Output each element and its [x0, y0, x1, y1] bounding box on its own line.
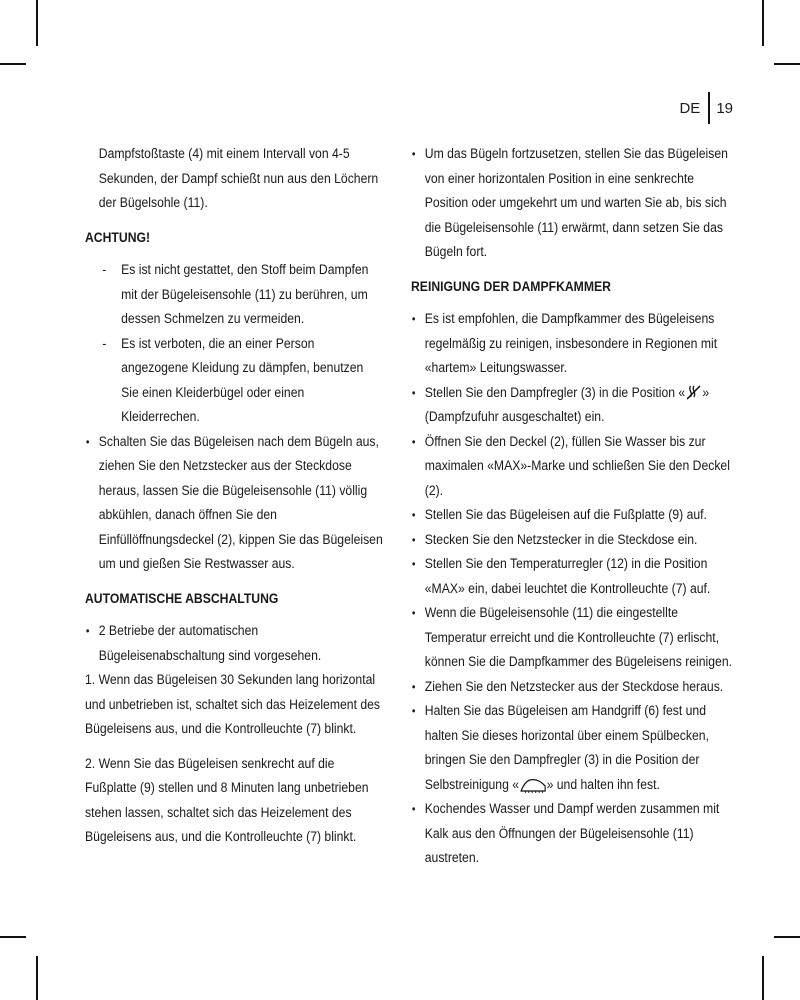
bullet-item: • Kochendes Wasser und Dampf werden zusammen mit Kalk aus den Öffnungen der Bügeleisensohle (11) austreten. [411, 797, 733, 871]
steam-off-icon [685, 383, 702, 403]
warning-heading: ACHTUNG! [85, 229, 151, 246]
auto-shutoff-paragraph-1: 1. Wenn das Bügeleisen 30 Sekunden lang horizontal und unbetrieben ist, schaltet sich das Heizelement des Bügeleisens aus, und die Kontrolleuchte (7) blinkt. [85, 672, 381, 737]
page-number: 19 [716, 99, 733, 117]
bullet-item: • Stellen Sie den Temperaturregler (12) in die Position «MAX» ein, dabei leuchtet die Kontrolleuchte (7) auf. [411, 552, 733, 601]
bullet-item: • Stecken Sie den Netzstecker in die Steckdose ein. [411, 528, 733, 553]
bullet-item-steam-regulator [411, 381, 733, 430]
crop-mark [0, 936, 26, 938]
bullet-item: • 2 Betriebe der automatischen Bügeleisenabschaltung sind vorgesehen. [85, 619, 384, 668]
cleaning-heading: REINIGUNG DER DAMPFKAMMER [411, 278, 611, 295]
bullet-item: • Öffnen Sie den Deckel (2), füllen Sie Wasser bis zur maximalen «MAX»-Marke und schließen Sie den Deckel (2). [411, 430, 733, 504]
self-clean-text: Halten Sie das Bügeleisen am Handgriff (6) fest und halten Sie dieses horizontal über einem Spülbecken, bringen Sie den Dampfregler (3) in die Position der [424, 703, 709, 768]
crop-mark [774, 63, 800, 65]
warning-item: - Es ist verboten, die an einer Person angezogene Kleidung zu dämpfen, benutzen Sie einen Kleiderbügel oder einen Kleiderrechen. [97, 332, 384, 430]
bullet-item: • Stellen Sie das Bügeleisen auf die Fußplatte (9) auf. [411, 503, 733, 528]
regulator-text-note: (Dampfzufuhr ausgeschaltet) ein. [424, 409, 605, 425]
bullet-item-self-clean [411, 699, 733, 797]
right-column [411, 142, 733, 871]
self-clean-text-c: » und halten ihn fest. [546, 776, 660, 793]
crop-mark [36, 956, 38, 1000]
self-clean-icon [519, 776, 547, 794]
crop-mark [0, 63, 26, 65]
regulator-text-close: » [702, 384, 710, 401]
crop-mark [36, 0, 38, 46]
self-clean-text-b: Selbstreinigung « [424, 776, 520, 793]
continued-paragraph: Dampfstoßtaste (4) mit einem Intervall von 4-5 Sekunden, der Dampf schießt nun aus den Löchern der Bügelsohle (11). [98, 146, 379, 211]
page-header [679, 92, 733, 124]
crop-mark [762, 956, 764, 1000]
bullet-item: • Es ist empfohlen, die Dampfkammer des Bügeleisens regelmäßig zu reinigen, insbesondere in Regionen mit «hartem» Leitungswasser. [411, 307, 733, 381]
crop-mark [774, 936, 800, 938]
regulator-text: Stellen Sie den Dampfregler (3) in die Position « [424, 384, 686, 401]
bullet-item: • Wenn die Bügeleisensohle (11) die eingestellte Temperatur erreicht und die Kontrolleuchte (7) erlischt, können Sie die Dampfkammer des Bügeleisens reinigen. [411, 601, 733, 675]
crop-mark [762, 0, 764, 46]
language-code: DE [679, 99, 701, 117]
auto-shutoff-heading: AUTOMATISCHE ABSCHALTUNG [85, 590, 279, 607]
bullet-item: • Schalten Sie das Bügeleisen nach dem Bügeln aus, ziehen Sie den Netzstecker aus der Steckdose heraus, lassen Sie die Bügeleisensohle (11) völlig abkühlen, danach öffnen Sie den Einfüllöffnungsdeckel (2), kippen Sie das Bügeleisen um und gießen Sie Restwasser aus. [85, 430, 384, 577]
bullet-item: • Um das Bügeln fortzusetzen, stellen Sie das Bügeleisen von einer horizontalen Position in eine senkrechte Position oder umgekehrt um und warten Sie ab, bis sich die Bügeleisensohle (11) erwärmt, dann setzen Sie das Bügeln fort. [411, 142, 733, 265]
header-divider [708, 92, 710, 124]
warning-item: - Es ist nicht gestattet, den Stoff beim Dampfen mit der Bügeleisensohle (11) zu berühren, um dessen Schmelzen zu vermeiden. [97, 258, 384, 332]
auto-shutoff-paragraph-2: 2. Wenn Sie das Bügeleisen senkrecht auf die Fußplatte (9) stellen und 8 Minuten lang unbetrieben stehen lassen, schaltet sich das Heizelement des Bügeleisens aus, und die Kontrolleuchte (7) blinkt. [85, 755, 369, 845]
bullet-item: • Ziehen Sie den Netzstecker aus der Steckdose heraus. [411, 675, 733, 700]
left-column [85, 142, 384, 850]
